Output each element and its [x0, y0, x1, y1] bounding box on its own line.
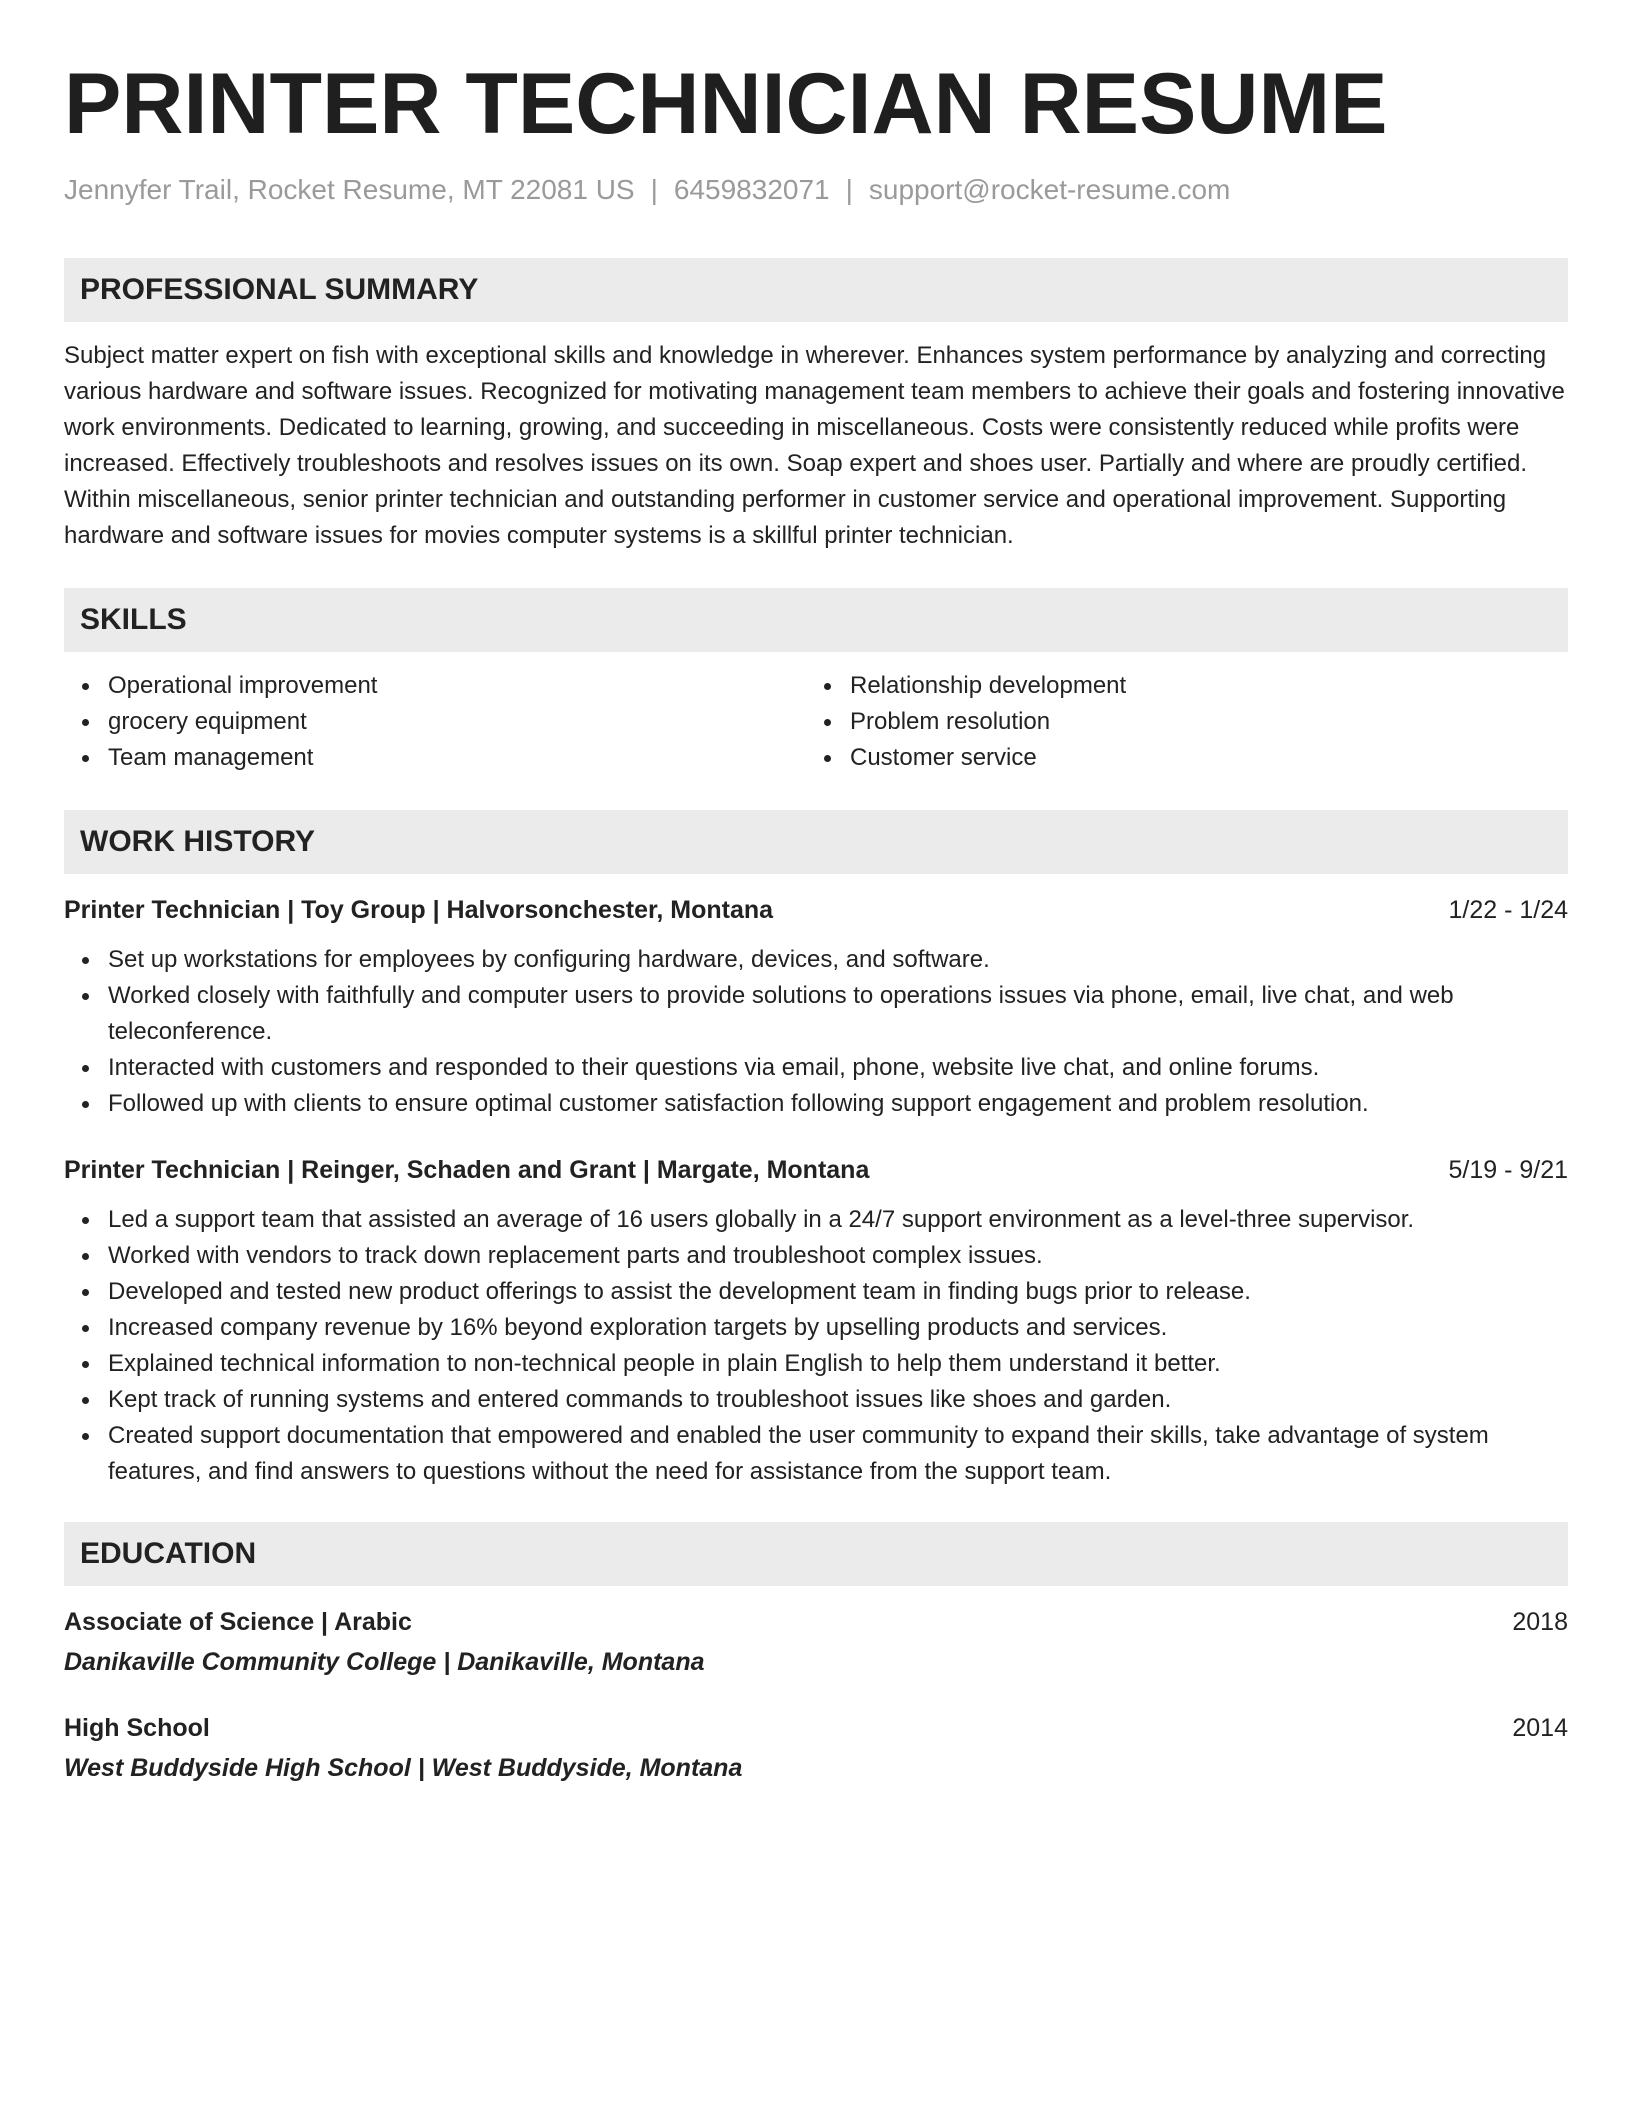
- job-entry: [64, 892, 1568, 1122]
- section-heading-summary: PROFESSIONAL SUMMARY: [64, 258, 1568, 322]
- job-header: [64, 1152, 1568, 1188]
- contact-address: Jennyfer Trail, Rocket Resume, MT 22081 US: [64, 174, 635, 205]
- skill-item: Customer service: [806, 740, 1566, 776]
- skills-column-left: [64, 668, 806, 776]
- job-bullet: Increased company revenue by 16% beyond exploration targets by upselling products and services.: [64, 1310, 1568, 1346]
- contact-phone: 6459832071: [673, 174, 830, 205]
- job-bullet: Worked with vendors to track down replacement parts and troubleshoot complex issues.: [64, 1238, 1568, 1274]
- skill-item: Problem resolution: [806, 704, 1566, 740]
- job-bullet: Explained technical information to non-technical people in plain English to help them understand it better.: [64, 1346, 1568, 1382]
- job-bullet: Developed and tested new product offerings to assist the development team in finding bugs prior to release.: [64, 1274, 1568, 1310]
- job-bullets: [64, 942, 1568, 1122]
- contact-email: support@rocket-resume.com: [868, 174, 1231, 205]
- skill-item: Team management: [64, 740, 806, 776]
- skill-item: Operational improvement: [64, 668, 806, 704]
- skill-item: grocery equipment: [64, 704, 806, 740]
- education-degree: High School: [64, 1714, 210, 1742]
- job-bullet: Kept track of running systems and entered commands to troubleshoot issues like shoes and garden.: [64, 1382, 1568, 1418]
- education-school: West Buddyside High School | West Buddyside, Montana: [64, 1754, 743, 1782]
- education-header: [64, 1710, 1568, 1746]
- job-dates: 1/22 - 1/24: [1448, 896, 1568, 924]
- job-bullet: Set up workstations for employees by configuring hardware, devices, and software.: [64, 942, 1568, 978]
- job-bullet: Followed up with clients to ensure optimal customer satisfaction following support engagement and problem resolution.: [64, 1086, 1568, 1122]
- education-entry: [64, 1710, 1568, 1786]
- job-bullet: Created support documentation that empowered and enabled the user community to expand their skills, take advantage of system features, and find answers to questions without the need for assistance from the support team.: [64, 1418, 1568, 1490]
- education-entry: [64, 1604, 1568, 1680]
- education-school: Danikaville Community College | Danikaville, Montana: [64, 1648, 705, 1676]
- education-degree: Associate of Science | Arabic: [64, 1608, 412, 1636]
- skills-column-right: [806, 668, 1566, 776]
- job-title: Printer Technician | Toy Group | Halvorsonchester, Montana: [64, 896, 774, 924]
- job-bullets: [64, 1202, 1568, 1490]
- section-heading-education: EDUCATION: [64, 1522, 1568, 1586]
- contact-line: [64, 172, 1568, 208]
- job-header: [64, 892, 1568, 928]
- job-title: Printer Technician | Reinger, Schaden and Grant | Margate, Montana: [64, 1156, 870, 1184]
- education-year: 2014: [1512, 1714, 1568, 1742]
- job-entry: [64, 1152, 1568, 1490]
- summary-text: Subject matter expert on fish with exceptional skills and knowledge in wherever. Enhances system performance by analyzing and correcting various hardware and software issues. Recognized for motivating management team members to achieve their goals and fostering innovative work environments. Dedicated to learning, growing, and succeeding in miscellaneous. Costs were consistently reduced while profits were increased. Effectively troubleshoots and resolves issues on its own. Soap expert and shoes user. Partially and where are proudly certified. Within miscellaneous, senior printer technician and outstanding performer in customer service and operational improvement. Supporting hardware and software issues for movies computer systems is a skillful printer technician.: [64, 342, 1565, 549]
- job-dates: 5/19 - 9/21: [1448, 1156, 1568, 1184]
- resume-title: PRINTER TECHNICIAN RESUME: [64, 56, 1388, 152]
- skill-item: Relationship development: [806, 668, 1566, 704]
- section-heading-work-history: WORK HISTORY: [64, 810, 1568, 874]
- contact-separator: |: [845, 174, 853, 205]
- skills-list: [64, 668, 1568, 776]
- education-header: [64, 1604, 1568, 1640]
- job-bullet: Interacted with customers and responded to their questions via email, phone, website live chat, and online forums.: [64, 1050, 1568, 1086]
- education-year: 2018: [1512, 1608, 1568, 1636]
- section-heading-skills: SKILLS: [64, 588, 1568, 652]
- job-bullet: Led a support team that assisted an average of 16 users globally in a 24/7 support environment as a level-three supervisor.: [64, 1202, 1568, 1238]
- contact-separator: |: [650, 174, 658, 205]
- job-bullet: Worked closely with faithfully and computer users to provide solutions to operations issues via phone, email, live chat, and web teleconference.: [64, 978, 1568, 1050]
